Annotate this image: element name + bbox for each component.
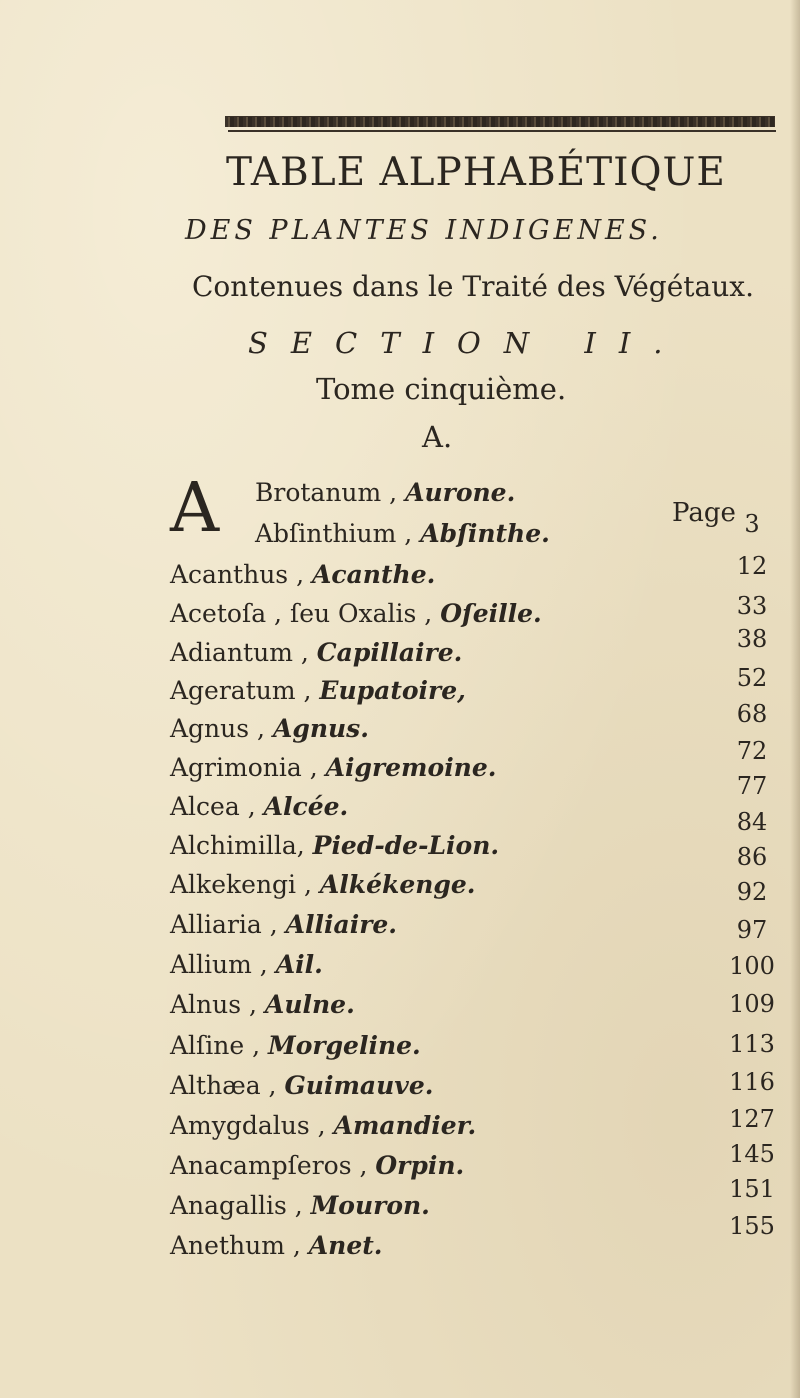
latin-name: Adiantum , bbox=[170, 638, 317, 667]
latin-name: Ageratum , bbox=[170, 676, 320, 705]
latin-name: Acetoſa , ſeu Oxalis , bbox=[170, 599, 441, 628]
latin-name: Anethum , bbox=[170, 1231, 309, 1260]
latin-name: Alkekengi , bbox=[170, 870, 320, 899]
index-entry bbox=[170, 1191, 430, 1220]
latin-name: Alnus , bbox=[170, 990, 265, 1019]
index-entry bbox=[170, 1031, 421, 1060]
latin-name: Acanthus , bbox=[170, 560, 312, 589]
index-entry bbox=[170, 1111, 476, 1140]
french-name: Pied-de-Lion. bbox=[312, 831, 500, 860]
page-number: 52 bbox=[736, 664, 768, 692]
page-number: 68 bbox=[736, 700, 768, 728]
index-entry bbox=[255, 478, 515, 507]
index-entry bbox=[170, 990, 355, 1019]
french-name: Eupatoire, bbox=[319, 676, 466, 705]
french-name: Mouron. bbox=[310, 1191, 430, 1220]
latin-name: Althæa , bbox=[170, 1071, 285, 1100]
page-number: 113 bbox=[729, 1030, 775, 1058]
index-entry bbox=[170, 910, 397, 939]
french-name: Alliaire. bbox=[285, 910, 398, 939]
page-number: 92 bbox=[736, 878, 768, 906]
latin-name: Alſine , bbox=[170, 1031, 269, 1060]
page-number: 100 bbox=[729, 952, 775, 980]
french-name: Aurone. bbox=[405, 478, 516, 507]
page-column-label: Page bbox=[672, 498, 736, 528]
french-name: Alcée. bbox=[263, 792, 349, 821]
ornamental-rule bbox=[225, 116, 775, 127]
index-entry bbox=[170, 560, 435, 589]
latin-name: Amygdalus , bbox=[170, 1111, 334, 1140]
page-number: 97 bbox=[736, 916, 768, 944]
page-number: 12 bbox=[736, 552, 768, 580]
french-name: Acanthe. bbox=[311, 560, 436, 589]
latin-name: Alchimilla, bbox=[170, 831, 313, 860]
page-number: 3 bbox=[744, 510, 760, 538]
french-name: Aigremoine. bbox=[325, 753, 497, 782]
index-entry bbox=[170, 638, 462, 667]
latin-name: Allium , bbox=[170, 950, 276, 979]
index-entry bbox=[170, 792, 348, 821]
letter-heading: A. bbox=[422, 420, 453, 454]
index-entry bbox=[170, 831, 499, 860]
page-number: 151 bbox=[729, 1175, 775, 1203]
index-entry bbox=[170, 870, 476, 899]
latin-name: Agrimonia , bbox=[170, 753, 326, 782]
index-entry bbox=[170, 676, 466, 705]
page-edge-shadow bbox=[790, 0, 800, 1398]
page-subtitle: DES PLANTES INDIGENES. bbox=[185, 215, 663, 246]
french-name: Guimauve. bbox=[284, 1071, 434, 1100]
latin-name: Alcea , bbox=[170, 792, 264, 821]
latin-name: Anacampſeros , bbox=[170, 1151, 376, 1180]
page-title: TABLE ALPHABÉTIQUE bbox=[226, 150, 726, 195]
page-number: 145 bbox=[729, 1140, 775, 1168]
latin-name: Agnus , bbox=[170, 714, 273, 743]
latin-name: Alliaria , bbox=[170, 910, 286, 939]
page-number: 77 bbox=[736, 772, 768, 800]
section-heading: SECTION II. bbox=[248, 326, 686, 360]
page-number: 109 bbox=[729, 990, 775, 1018]
index-entry bbox=[170, 753, 496, 782]
index-entry bbox=[170, 1151, 464, 1180]
index-entry bbox=[170, 1231, 382, 1260]
page-number: 155 bbox=[729, 1212, 775, 1240]
drop-cap: A bbox=[170, 469, 220, 548]
french-name: Orpin. bbox=[375, 1151, 465, 1180]
french-name: Amandier. bbox=[333, 1111, 477, 1140]
index-entry bbox=[170, 950, 323, 979]
french-name: Aulne. bbox=[264, 990, 355, 1019]
latin-name: Brotanum , bbox=[255, 478, 406, 507]
page-number: 116 bbox=[729, 1068, 775, 1096]
index-entry bbox=[170, 1071, 433, 1100]
latin-name: Abſinthium , bbox=[255, 519, 421, 548]
french-name: Ail. bbox=[275, 950, 323, 979]
volume-heading: Tome cinquième. bbox=[316, 372, 567, 406]
index-entry bbox=[170, 599, 542, 628]
french-name: Morgeline. bbox=[268, 1031, 421, 1060]
page-number: 38 bbox=[736, 625, 768, 653]
french-name: Alkékenge. bbox=[319, 870, 476, 899]
page-number: 84 bbox=[736, 808, 768, 836]
french-name: Capillaire. bbox=[316, 638, 463, 667]
page-number: 72 bbox=[736, 737, 768, 765]
french-name: Abſinthe. bbox=[420, 519, 550, 548]
contents-note: Contenues dans le Traité des Végétaux. bbox=[192, 270, 754, 303]
index-entry bbox=[170, 714, 369, 743]
french-name: Agnus. bbox=[272, 714, 369, 743]
page-number: 127 bbox=[729, 1105, 775, 1133]
french-name: Oſeille. bbox=[440, 599, 542, 628]
page-number: 86 bbox=[736, 843, 768, 871]
index-entry bbox=[255, 519, 550, 548]
page-number: 33 bbox=[736, 592, 768, 620]
french-name: Anet. bbox=[308, 1231, 383, 1260]
thin-rule bbox=[228, 130, 776, 132]
latin-name: Anagallis , bbox=[170, 1191, 311, 1220]
